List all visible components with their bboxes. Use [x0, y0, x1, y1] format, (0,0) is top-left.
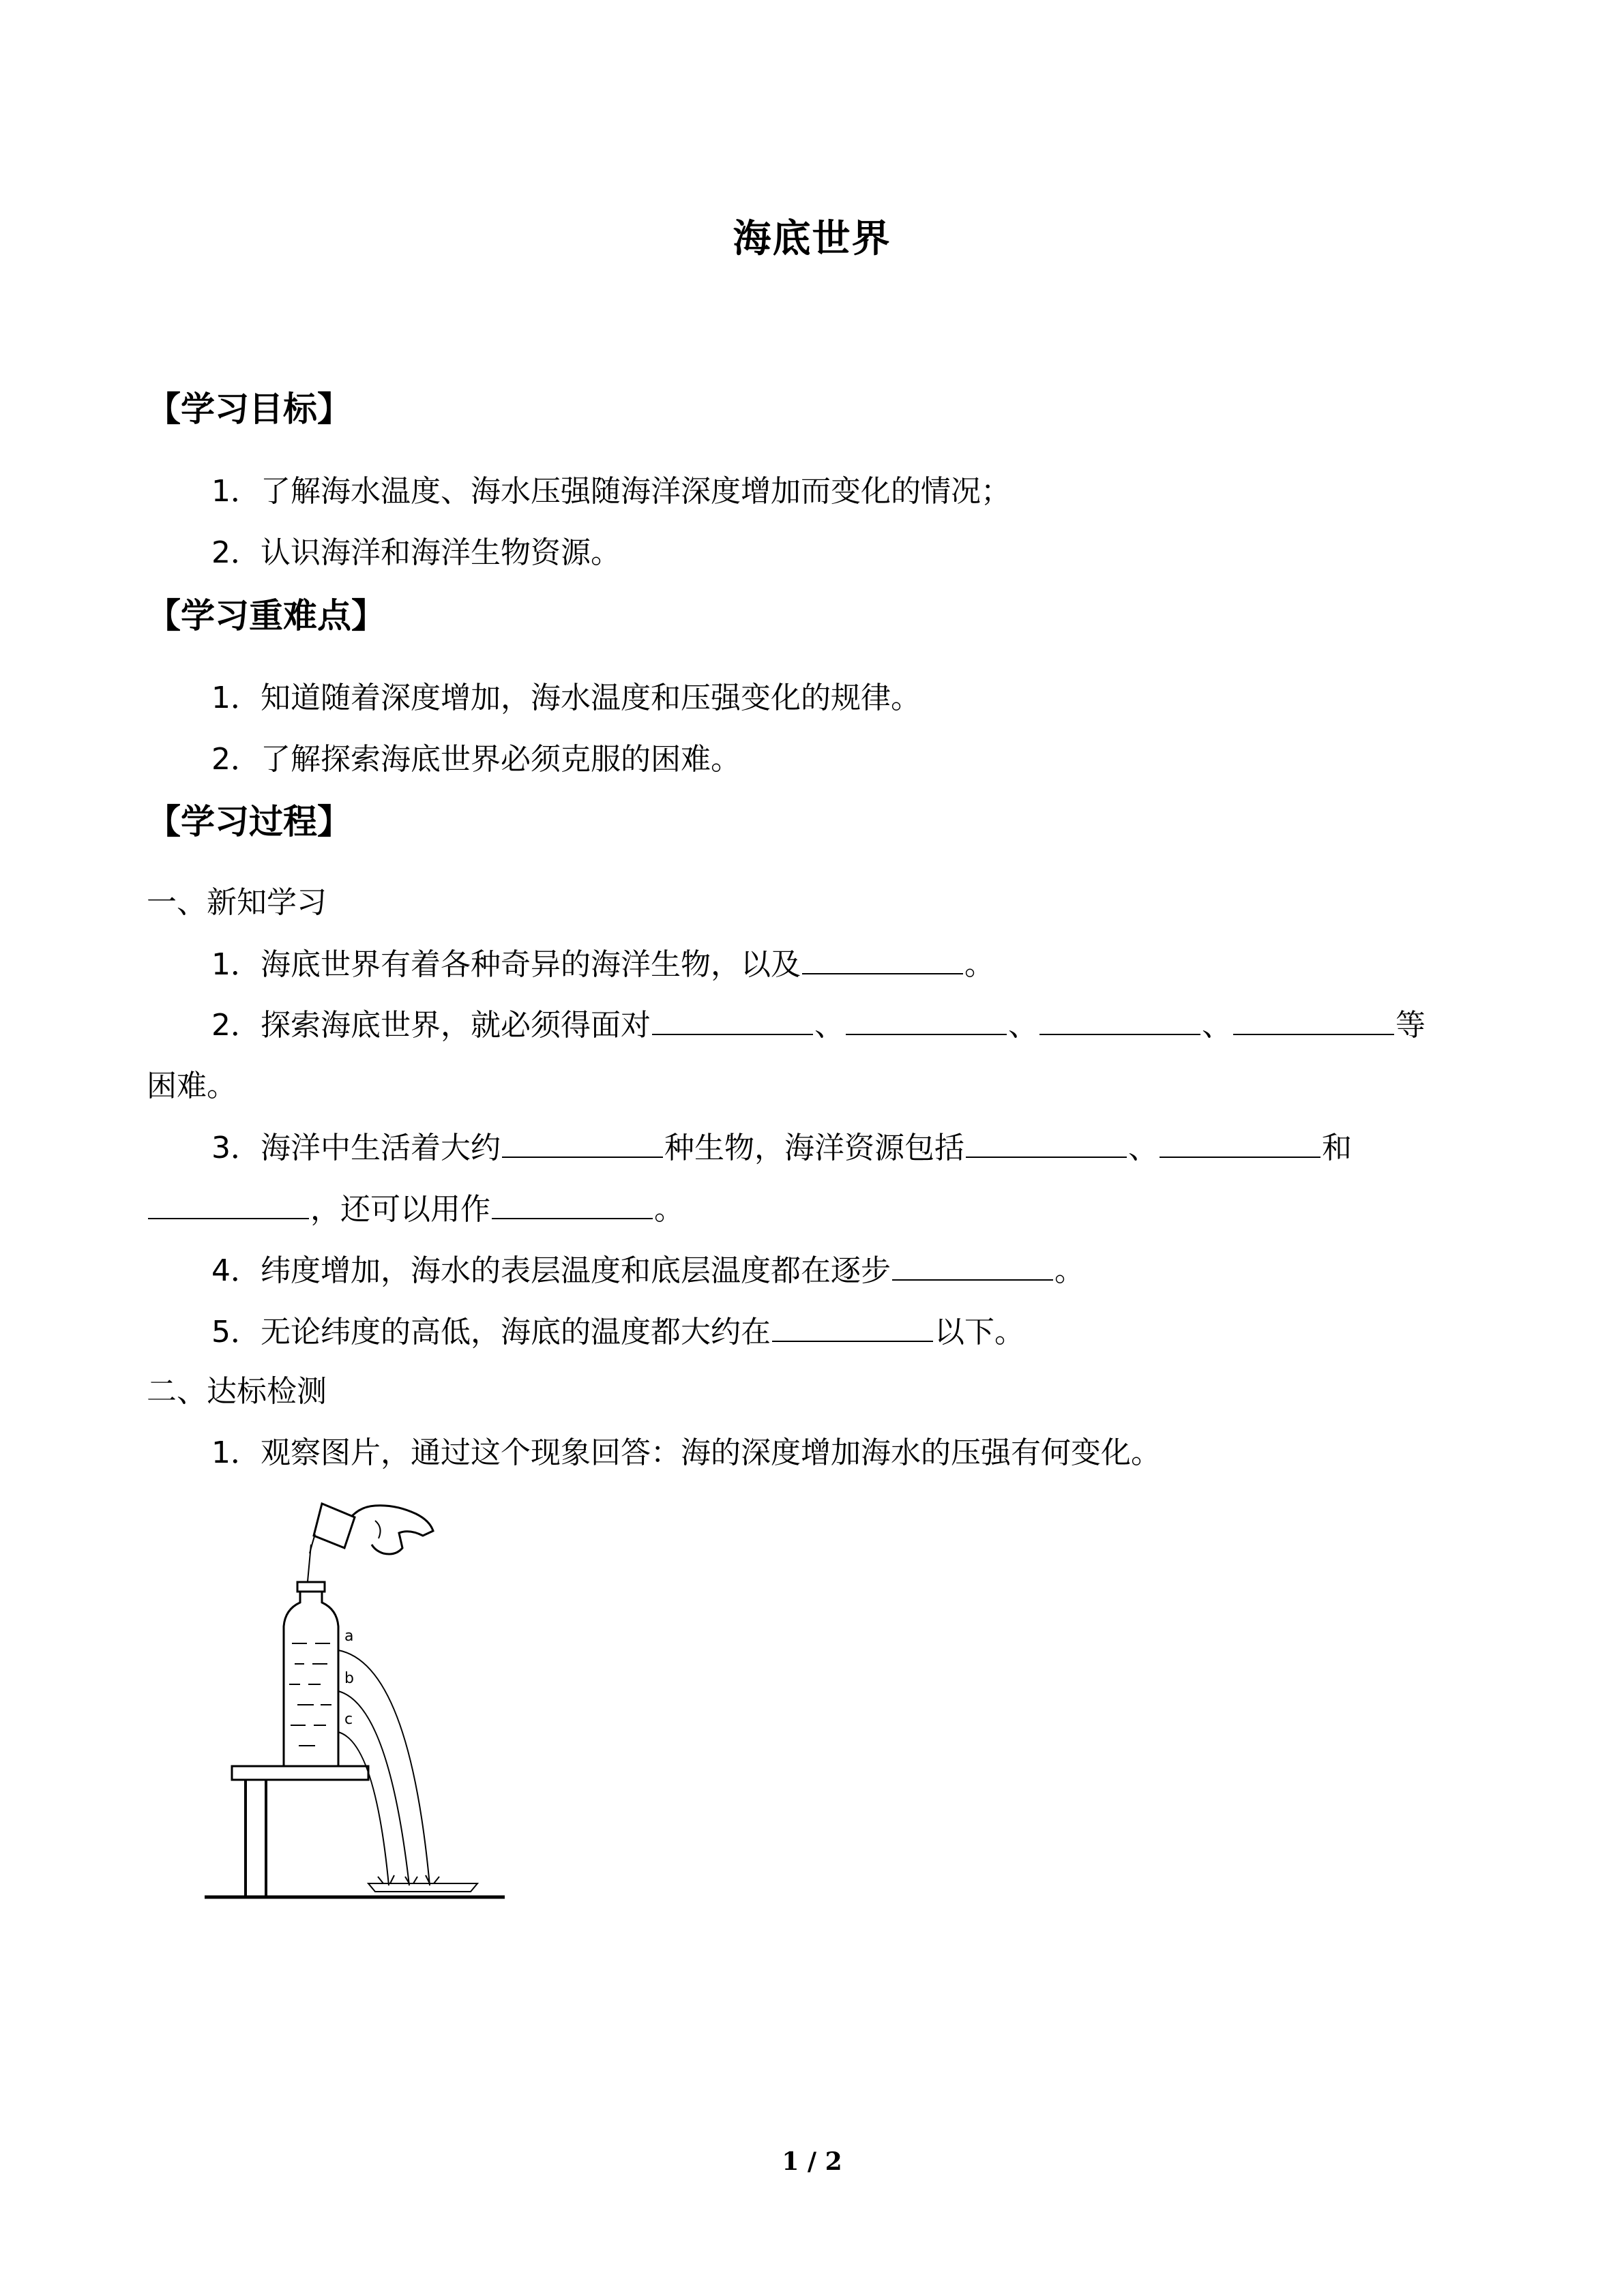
question-3-wrap: [147, 1188, 684, 1231]
separator: 、: [814, 1008, 844, 1043]
part2-heading: 二、达标检测: [147, 1374, 327, 1409]
question-4-text: 4．纬度增加，海水的表层温度和底层温度都在逐步: [211, 1253, 891, 1288]
question-5-text: 5．无论纬度的高低，海底的温度都大约在: [211, 1315, 771, 1350]
key-point-item-1: 1．知道随着深度增加，海水温度和压强变化的规律。: [211, 681, 921, 715]
question-4-end: 。: [1054, 1253, 1084, 1288]
question-5-end: 以下。: [934, 1315, 1024, 1350]
separator: 、: [1008, 1008, 1038, 1043]
question-3-mid: 种生物，海洋资源包括: [664, 1131, 964, 1165]
process-heading: 【学习过程】: [147, 802, 351, 841]
page-title: 海底世界: [733, 216, 891, 261]
question-4: [211, 1249, 1084, 1292]
answer-blank[interactable]: [148, 1188, 309, 1219]
question-2-wrap: 困难。: [147, 1069, 237, 1103]
answer-blank[interactable]: [492, 1188, 653, 1219]
answer-blank[interactable]: [1160, 1127, 1320, 1158]
separator: 、: [1128, 1131, 1158, 1165]
jet-label-c: c: [344, 1711, 353, 1728]
answer-blank[interactable]: [502, 1127, 663, 1158]
question-5: [211, 1311, 1024, 1354]
answer-blank[interactable]: [1039, 1004, 1200, 1035]
separator: 、: [1202, 1008, 1232, 1043]
jet-label-b: b: [344, 1670, 354, 1687]
goal-item-2: 2．认识海洋和海洋生物资源。: [211, 535, 621, 570]
key-points-heading: 【学习重难点】: [147, 596, 385, 636]
goals-heading: 【学习目标】: [147, 389, 351, 429]
question-2: [211, 1004, 1426, 1047]
part1-heading: 一、新知学习: [147, 885, 327, 920]
question-3-and: 和: [1322, 1131, 1352, 1165]
key-point-item-2: 2．了解探索海底世界必须克服的困难。: [211, 742, 741, 777]
answer-blank[interactable]: [652, 1004, 813, 1035]
jet-label-a: a: [344, 1628, 354, 1645]
answer-blank[interactable]: [846, 1004, 1007, 1035]
answer-blank[interactable]: [966, 1127, 1127, 1158]
question-3: [211, 1127, 1352, 1169]
answer-blank[interactable]: [802, 943, 963, 974]
question-3-use: ，还可以用作: [310, 1192, 490, 1227]
check-question-1: 1．观察图片，通过这个现象回答：海的深度增加海水的压强有何变化。: [211, 1435, 1161, 1470]
question-1-end: 。: [964, 947, 994, 982]
question-1: [211, 943, 994, 986]
goal-item-1: 1．了解海水温度、海水压强随海洋深度增加而变化的情况；: [211, 474, 1011, 509]
page-number: 1 / 2: [782, 2147, 842, 2176]
answer-blank[interactable]: [1233, 1004, 1394, 1035]
question-2-text: 2．探索海底世界，就必须得面对: [211, 1008, 651, 1043]
question-3-text: 3．海洋中生活着大约: [211, 1131, 501, 1165]
answer-blank[interactable]: [892, 1249, 1053, 1281]
question-2-tail: 等: [1396, 1008, 1426, 1043]
question-1-text: 1．海底世界有着各种奇异的海洋生物，以及: [211, 947, 801, 982]
question-3-end: 。: [654, 1192, 684, 1227]
answer-blank[interactable]: [772, 1311, 933, 1342]
water-bottle-pressure-experiment-icon: [205, 1480, 532, 1916]
